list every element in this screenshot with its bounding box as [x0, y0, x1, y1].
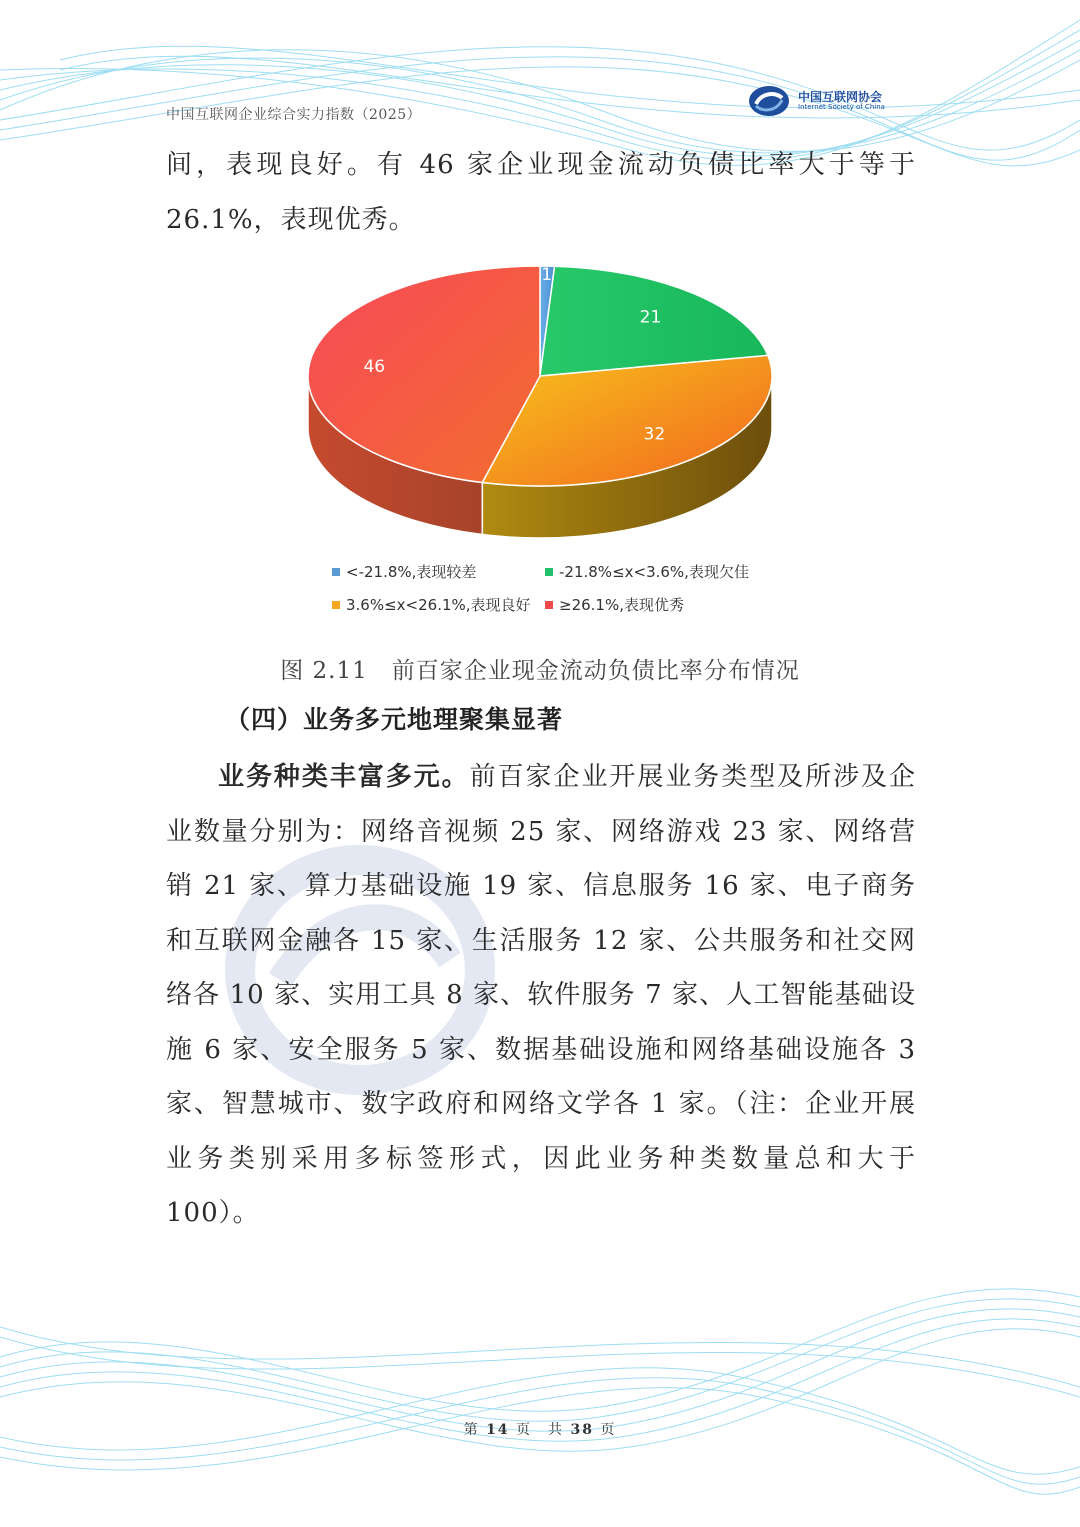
legend-item-poor [332, 561, 476, 582]
legend-swatch-green [545, 568, 553, 576]
legend-label: <-21.8%,表现较差 [346, 563, 477, 581]
legend-label: 3.6%≤x<26.1%,表现良好 [346, 596, 531, 614]
section-heading: （四）业务多元地理聚集显著 [225, 705, 564, 734]
legend-item-good [332, 594, 531, 615]
legend-swatch-red [545, 601, 553, 609]
footer-prefix: 第 [463, 1422, 480, 1438]
page-footer [0, 1419, 1080, 1439]
legend-label: ≥26.1%,表现优秀 [559, 596, 684, 614]
logo-english-name: Internet Society of China [798, 102, 885, 111]
footer-middle: 页 共 [516, 1422, 564, 1438]
legend-label: -21.8%≤x<3.6%,表现欠佳 [559, 563, 749, 581]
body-paragraph-1: 间，表现良好。有 46 家企业现金流动负债比率大于等于 26.1%，表现优秀。 [166, 150, 916, 235]
current-page-number: 14 [486, 1422, 510, 1438]
pie-data-label-good: 32 [643, 424, 666, 445]
legend-swatch-blue [332, 568, 340, 576]
legend-swatch-orange [332, 601, 340, 609]
body-paragraph-2 [166, 750, 916, 1241]
paragraph-body: 前百家企业开展业务类型及所涉及企业数量分别为：网络音视频 25 家、网络游戏 23 家、网络营销 21 家、算力基础设施 19 家、信息服务 16 家、电子商务和互联网金融各 15 家、生活服务 12 家、公共服务和社交网络各 10 家、实用工具 8 家、软件服务 7 家、人工智能基础设施 6 家、安全服务 5 家、数据基础设施和网络基础设施各 3 家、智慧城市、数字政府和网络文学各 1 家。（注：企业开展业务类别采用多标签形式，因此业务种类数量总和大于 100）。 [166, 762, 916, 1228]
pie-data-label-excellent: 46 [363, 357, 386, 378]
footer-wave-decoration [0, 1237, 1080, 1527]
total-page-count: 38 [570, 1422, 594, 1438]
footer-suffix: 页 [600, 1422, 617, 1438]
legend-item-below-average [545, 561, 749, 582]
legend-item-excellent [545, 594, 684, 615]
pie-data-label-below-average: 21 [639, 307, 662, 328]
cash-flow-ratio-pie-chart [300, 258, 780, 548]
figure-caption: 图 2.11 前百家企业现金流动负债比率分布情况 [280, 658, 800, 684]
document-title: 中国互联网企业综合实力指数（2025） [166, 107, 422, 123]
paragraph-lead: 业务种类丰富多元。 [218, 762, 470, 792]
pie-data-label-poor: 1 [541, 264, 553, 285]
isc-logo [748, 84, 885, 118]
logo-chinese-name: 中国互联网协会 [798, 89, 883, 104]
isc-logo-icon [748, 84, 790, 118]
